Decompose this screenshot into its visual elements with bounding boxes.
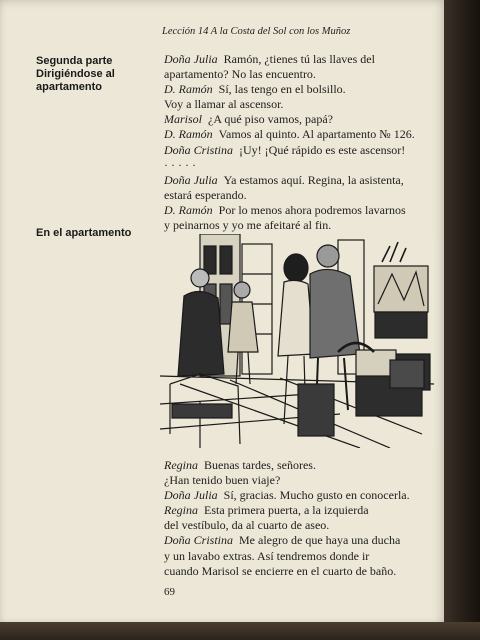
dialogue-line [164,127,426,142]
dialogue-text: Vamos al quinto. Al apartamento № 126. [218,127,415,142]
dialogue-line [164,473,426,488]
dialogue-line [164,143,426,158]
dialogue-text: y peinarnos y yo me afeitaré al fin. [164,218,332,233]
speaker-name: Marisol [164,112,203,127]
ellipsis-separator [164,158,426,173]
dialogue-text: Ya estamos aquí. Regina, la asistenta, [223,172,404,187]
speaker-name: Doña Julia [164,488,218,503]
section-subtitle-line1: Dirigiéndose al [36,68,115,80]
dialogue-text: Sí, las tengo en el bolsillo. [218,82,346,97]
section-heading-segunda-parte [36,55,115,94]
dialogue-line [164,173,426,188]
speaker-name: D. Ramón [164,202,213,217]
speaker-name: Doña Cristina [164,142,234,157]
dialogue-text: Por lo menos ahora podremos lavarnos [218,202,406,217]
dialogue-line [164,533,426,548]
speaker-name: D. Ramón [164,127,213,142]
dialogue-line [164,67,426,82]
dialogue-block-2 [164,458,426,579]
dialogue-line [164,52,426,67]
section-title: Segunda parte [36,55,113,67]
book-bottom-edge [0,622,480,640]
dialogue-line [164,218,426,233]
speaker-name: Doña Julia [164,172,218,187]
dialogue-text: y un lavabo extras. Así tendremos donde ir [164,548,370,563]
dialogue-line [164,112,426,127]
dialogue-text: ¡Uy! ¡Qué rápido es este ascensor! [239,142,406,157]
page-number: 69 [164,586,175,598]
dialogue-text: Esta primera puerta, a la izquierda [204,503,369,518]
dialogue-text: Voy a llamar al ascensor. [164,97,284,112]
dialogue-text: apartamento? No las encuentro. [164,67,316,82]
dialogue-text: Me alegro de que haya una ducha [239,533,401,548]
dialogue-text: cuando Marisol se encierre en el cuarto de baño. [164,563,397,578]
dialogue-line [164,488,426,503]
dialogue-text: Sí, gracias. Mucho gusto en conocerla. [223,488,410,503]
dialogue-line [164,97,426,112]
section-subtitle-line2: apartamento [36,81,103,93]
speaker-name: Doña Cristina [164,533,234,548]
speaker-name: D. Ramón [164,82,213,97]
dialogue-text: Ramón, ¿tienes tú las llaves del [223,52,375,66]
dialogue-text: ¿A qué piso vamos, papá? [208,112,333,127]
speaker-name: Regina [164,503,198,518]
dialogue-line [164,458,426,473]
dialogue-text: Buenas tardes, señores. [204,458,316,472]
dialogue-line [164,203,426,218]
dialogue-line [164,564,426,579]
speaker-name: Doña Julia [164,52,218,66]
dialogue-text: ¿Han tenido buen viaje? [164,473,281,488]
dialogue-line [164,518,426,533]
dialogue-line [164,549,426,564]
book-spine [444,0,480,640]
dialogue-text: del vestíbulo, da al cuarto de aseo. [164,518,330,533]
dialogue-line [164,188,426,203]
speaker-name: Regina [164,458,198,472]
dialogue-text: estará esperando. [164,187,247,202]
section-heading-en-el-apartamento: En el apartamento [36,227,132,239]
dialogue-line [164,82,426,97]
running-header: Lección 14 A la Costa del Sol con los Muñoz [162,26,351,37]
dialogue-text: · · · · · [164,157,196,172]
dialogue-line [164,503,426,518]
dialogue-block-1 [164,52,426,233]
illustration-apartment-arrival [160,234,434,448]
